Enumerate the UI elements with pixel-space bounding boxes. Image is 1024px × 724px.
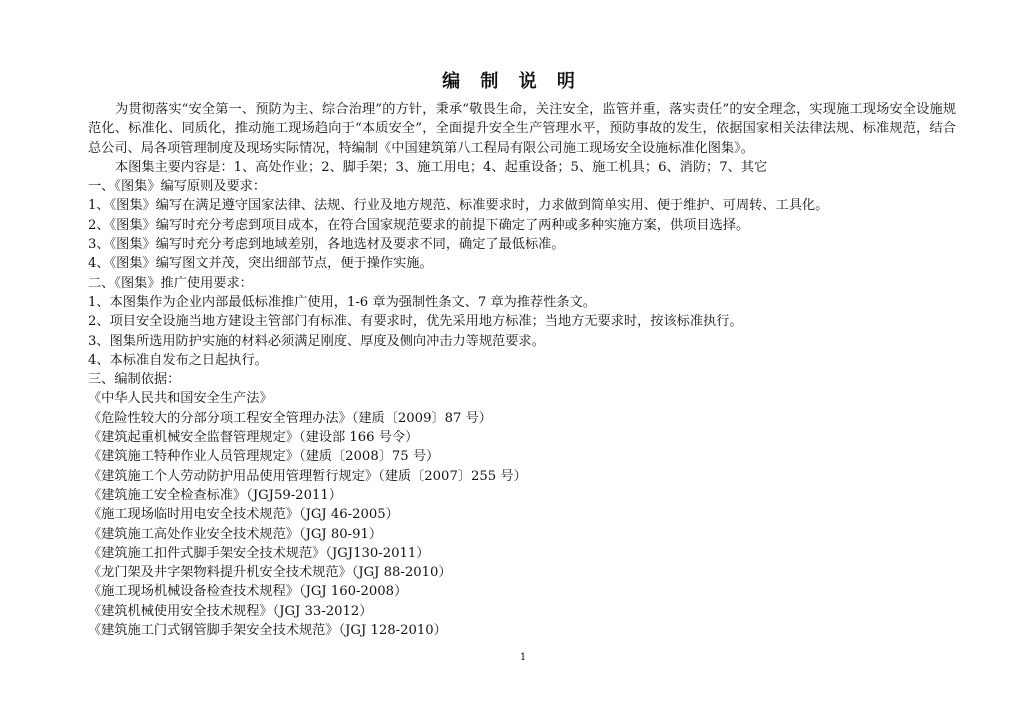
document-title: 编 制 说 明 [442, 71, 582, 92]
basis-item-4: 《建筑施工特种作业人员管理规定》（建质〔2008〕75 号） [88, 449, 440, 465]
usage-item-4: 4、本标准自发布之日起执行。 [88, 352, 268, 368]
intro-paragraph: 为贯彻落实“安全第一、预防为主、综合治理”的方针，秉承“敬畏生命，关注安全，监管并重，落实责任”的安全理念，实现施工现场安全设施规范化、标准化、同质化，推动施工现场趋向于“本质安全”，全面提升安全生产管理水平，预防事故的发生，依据国家相关法律法规、标准规范，结合总公司、局各项管理制度及现场实际情况，特编制《中国建筑第八工程局有限公司施工现场安全设施标准化图集》。 [88, 102, 956, 156]
basis-item-3: 《建筑起重机械安全监督管理规定》（建设部 166 号令） [88, 430, 419, 446]
basis-item-10: 《龙门架及井字架物料提升机安全技术规范》（JGJ 88-2010） [88, 565, 452, 581]
usage-item-3: 3、图集所选用防护实施的材料必须满足刚度、厚度及侧向冲击力等规范要求。 [88, 333, 545, 349]
basis-item-9: 《建筑施工扣件式脚手架安全技术规范》（JGJ130-2011） [88, 545, 430, 561]
basis-item-1: 《中华人民共和国安全生产法》 [88, 391, 273, 407]
section-heading-usage: 二、《图集》推广使用要求： [88, 275, 253, 291]
basis-item-13: 《建筑施工门式钢管脚手架安全技术规范》（JGJ 128-2010） [88, 623, 447, 639]
basis-item-6: 《建筑施工安全检查标准》（JGJ59-2011） [88, 487, 342, 503]
basis-item-5: 《建筑施工个人劳动防护用品使用管理暂行规定》（建质〔2007〕255 号） [88, 468, 527, 484]
document-body [88, 100, 956, 640]
principle-item-1: 1、《图集》编写在满足遵守国家法律、法规、行业及地方规范、标准要求时，力求做到简单实用、便于维护、可周转、工具化。 [88, 198, 829, 214]
basis-item-7: 《施工现场临时用电安全技术规范》（JGJ 46-2005） [88, 507, 399, 523]
contents-line: 本图集主要内容是：1、高处作业；2、脚手架；3、施工用电；4、起重设备；5、施工机具；6、消防；7、其它 [115, 159, 768, 175]
principle-item-4: 4、《图集》编写图文并茂，突出细部节点，便于操作实施。 [88, 256, 433, 272]
usage-item-1: 1、本图集作为企业内部最低标准推广使用，1-6 章为强制性条文、7 章为推荐性条文。 [88, 294, 596, 310]
usage-item-2: 2、项目安全设施当地方建设主管部门有标准、有要求时，优先采用地方标准；当地方无要求时，按该标准执行。 [88, 314, 743, 330]
section-heading-basis: 三、编制依据： [88, 372, 181, 388]
principle-item-3: 3、《图集》编写时充分考虑到地域差别，各地选材及要求不同，确定了最低标准。 [88, 237, 565, 253]
basis-item-8: 《建筑施工高处作业安全技术规范》（JGJ 80-91） [88, 526, 383, 542]
basis-item-2: 《危险性较大的分部分项工程安全管理办法》（建质〔2009〕87 号） [88, 410, 492, 426]
page-number: 1 [519, 652, 527, 663]
section-heading-principles: 一、《图集》编写原则及要求： [88, 179, 267, 195]
principle-item-2: 2、《图集》编写时充分考虑到项目成本，在符合国家规范要求的前提下确定了两种或多种实施方案，供项目选择。 [88, 217, 750, 233]
basis-item-12: 《建筑机械使用安全技术规程》（JGJ 33-2012） [88, 603, 373, 619]
basis-item-11: 《施工现场机械设备检查技术规程》（JGJ 160-2008） [88, 584, 408, 600]
